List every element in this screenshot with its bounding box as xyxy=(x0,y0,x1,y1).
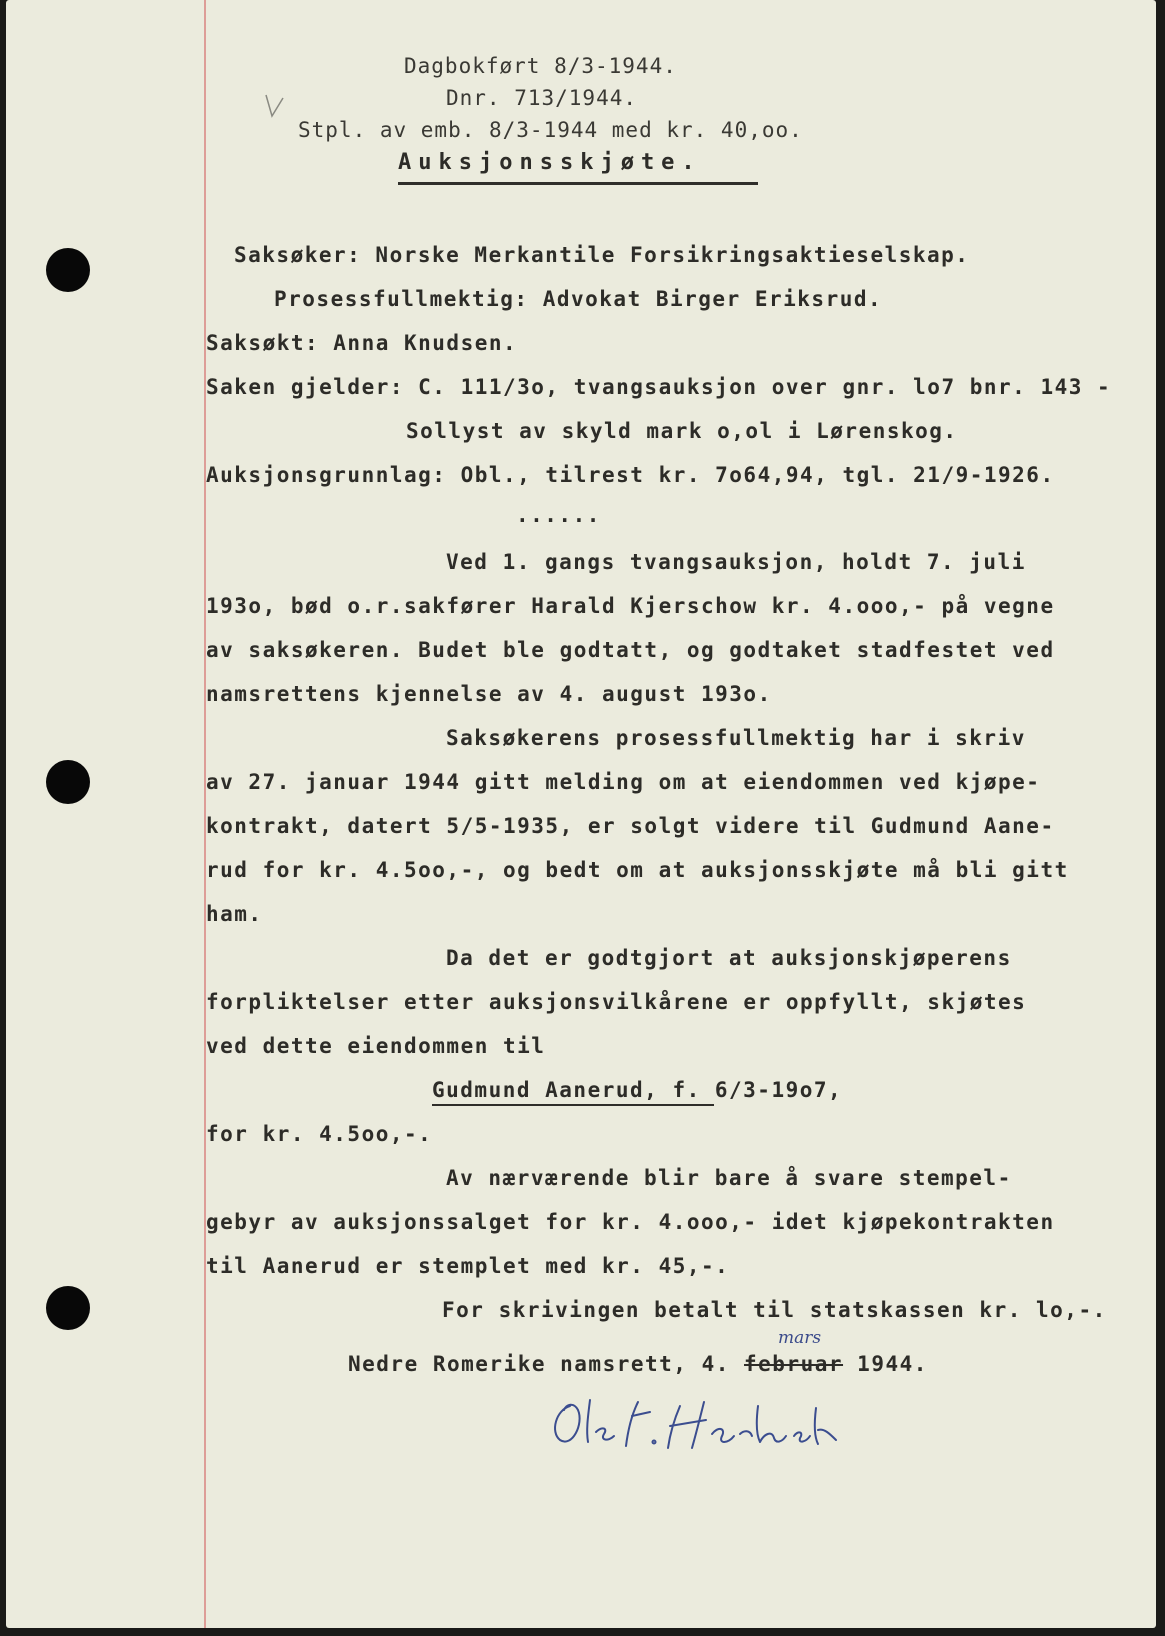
p2-line-4: rud for kr. 4.5oo,-, og bedt om at auksjonsskjøte må bli gitt xyxy=(206,858,1069,882)
inserted-month: mars xyxy=(778,1328,822,1348)
separator-dots: ...... xyxy=(516,503,601,527)
stamp-line: Stpl. av emb. 8/3-1944 med kr. 40,oo. xyxy=(298,118,803,142)
p1-line-4: namsrettens kjennelse av 4. august 193o. xyxy=(206,682,772,706)
price-line: for kr. 4.5oo,-. xyxy=(206,1122,433,1146)
place-date-prefix: Nedre Romerike namsrett, 4. xyxy=(348,1352,745,1376)
pencil-tick-icon xyxy=(264,92,286,122)
p3-line-2: forpliktelser etter auksjonsvilkårene er oppfyllt, skjøtes xyxy=(206,990,1027,1014)
document-title: Auksjonsskjøte. xyxy=(398,150,702,175)
defendant-line: Saksøkt: Anna Knudsen. xyxy=(206,331,518,355)
attorney-line: Prosessfullmektig: Advokat Birger Eriksrud. xyxy=(274,287,883,311)
case-line-2: Sollyst av skyld mark o,ol i Lørenskog. xyxy=(406,419,958,443)
buyer-underline xyxy=(432,1104,714,1106)
punch-hole-bottom xyxy=(46,1286,90,1330)
p2-line-1: Saksøkerens prosessfullmektig har i skriv xyxy=(446,726,1026,750)
p1-line-2: 193o, bød o.r.sakfører Harald Kjerschow kr. 4.ooo,- på vegne xyxy=(206,594,1055,618)
place-date-line xyxy=(348,1352,928,1376)
p4-line-2: gebyr av auksjonssalget for kr. 4.ooo,- idet kjøpekontrakten xyxy=(206,1210,1055,1234)
plaintiff-line: Saksøker: Norske Merkantile Forsikringsaktieselskap. xyxy=(234,243,970,267)
p4-line-3: til Aanerud er stemplet med kr. 45,-. xyxy=(206,1254,730,1278)
p2-line-5: ham. xyxy=(206,902,263,926)
document-page xyxy=(6,0,1156,1628)
date-year: 1944. xyxy=(843,1352,928,1376)
dagbok-line: Dagbokført 8/3-1944. xyxy=(404,54,677,78)
p2-line-2: av 27. januar 1944 gitt melding om at eiendommen ved kjøpe- xyxy=(206,770,1041,794)
buyer-name: Gudmund Aanerud xyxy=(432,1078,645,1102)
struck-month: februar xyxy=(744,1352,844,1376)
basis-line: Auksjonsgrunnlag: Obl., tilrest kr. 7o64,94, tgl. 21/9-1926. xyxy=(206,463,1055,487)
buyer-birth: , f. 6/3-19o7, xyxy=(644,1078,843,1102)
punch-hole-top xyxy=(46,248,90,292)
punch-hole-middle xyxy=(46,760,90,804)
case-line-1: Saken gjelder: C. 111/3o, tvangsauksjon over gnr. lo7 bnr. 143 - xyxy=(206,375,1112,399)
p1-line-3: av saksøkeren. Budet ble godtatt, og godtaket stadfestet ved xyxy=(206,638,1055,662)
dnr-line: Dnr. 713/1944. xyxy=(446,86,638,110)
title-underline xyxy=(398,182,758,185)
p2-line-3: kontrakt, datert 5/5-1935, er solgt videre til Gudmund Aane- xyxy=(206,814,1055,838)
p3-line-3: ved dette eiendommen til xyxy=(206,1034,546,1058)
p3-line-1: Da det er godtgjort at auksjonskjøperens xyxy=(446,946,1012,970)
signature-image xyxy=(542,1386,842,1456)
fee-line: For skrivingen betalt til statskassen kr. lo,-. xyxy=(442,1298,1107,1322)
p4-line-1: Av nærværende blir bare å svare stempel- xyxy=(446,1166,1012,1190)
buyer-line xyxy=(432,1078,842,1102)
p1-line-1: Ved 1. gangs tvangsauksjon, holdt 7. juli xyxy=(446,550,1026,574)
